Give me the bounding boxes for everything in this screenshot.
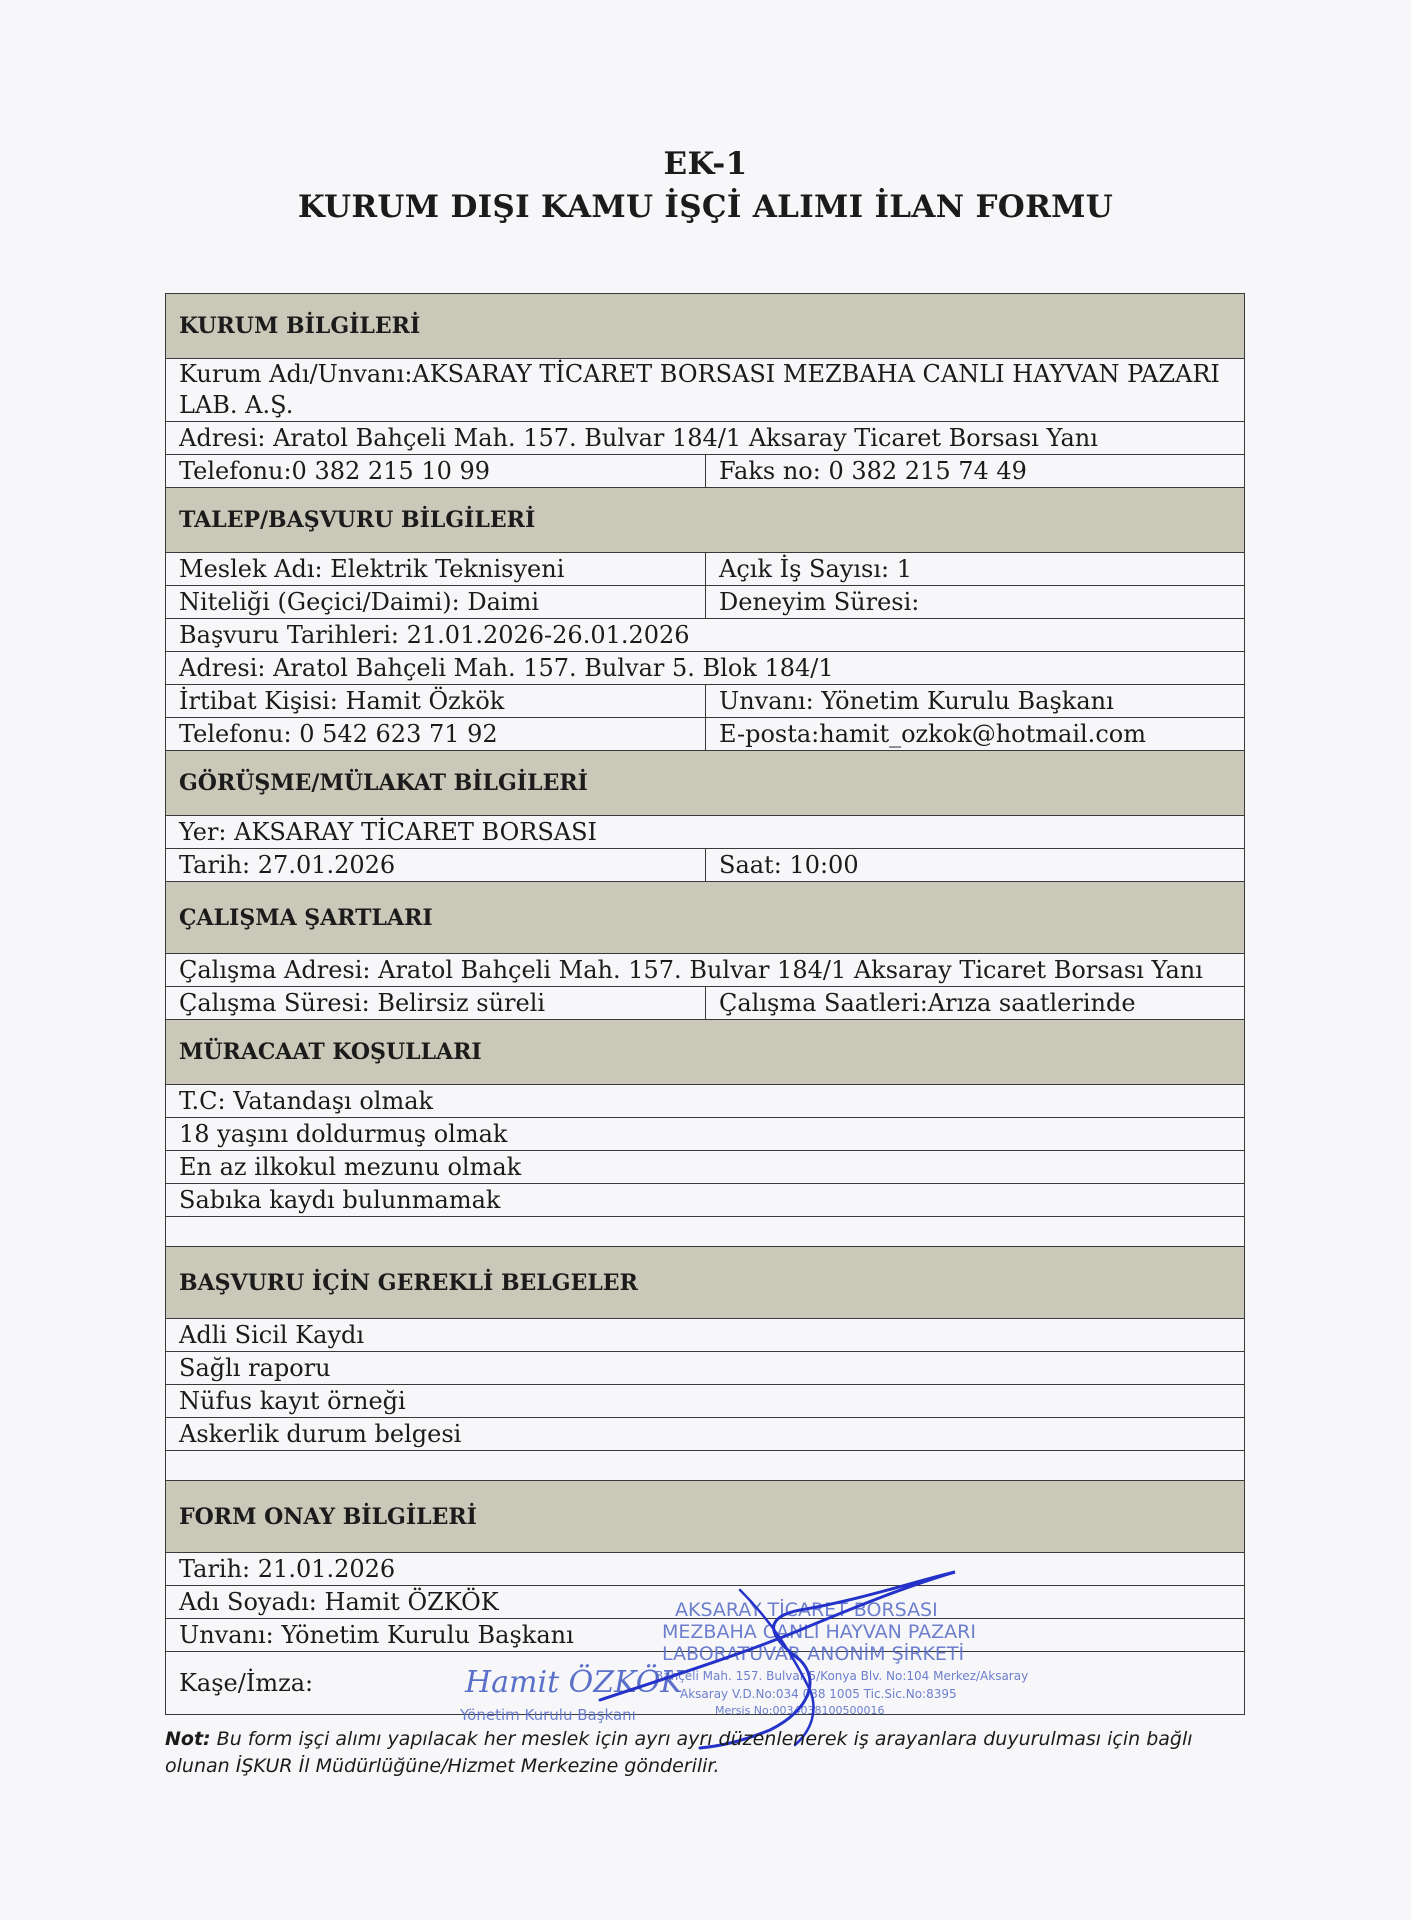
kurum-name-row — [166, 359, 1244, 422]
onay-row-3 — [166, 1619, 1244, 1652]
kurum-address: Adresi: Aratol Bahçeli Mah. 157. Bulvar 184/1 Aksaray Ticaret Borsası Yanı — [179, 424, 1098, 452]
calisma-address: Çalışma Adresi: Aratol Bahçeli Mah. 157. Bulvar 184/1 Aksaray Ticaret Borsası Yanı — [179, 956, 1203, 984]
belge-item-2: Sağlı raporu — [179, 1354, 331, 1382]
talep-address: Adresi: Aratol Bahçeli Mah. 157. Bulvar 5. Blok 184/1 — [179, 654, 834, 682]
muracaat-item — [166, 1085, 1244, 1118]
kurum-fax: Faks no: 0 382 215 74 49 — [719, 457, 1027, 485]
calisma-row-1 — [166, 954, 1244, 987]
calisma-duration: Çalışma Süresi: Belirsiz süreli — [166, 987, 706, 1019]
talep-experience: Deneyim Süresi: — [719, 588, 920, 616]
talep-profession: Meslek Adı: Elektrik Teknisyeni — [166, 553, 706, 585]
muracaat-item-3: En az ilkokul mezunu olmak — [179, 1153, 522, 1181]
belgeler-empty-row — [166, 1451, 1244, 1481]
onay-date: Tarih: 21.01.2026 — [179, 1555, 396, 1583]
talep-contact: İrtibat Kişisi: Hamit Özkök — [166, 685, 706, 717]
stamp-line-5: Aksaray V.D.No:034 038 1005 Tic.Sic.No:8395 — [680, 1687, 957, 1701]
talep-row-4 — [166, 652, 1244, 685]
talep-email: E-posta:hamit_ozkok@hotmail.com — [719, 720, 1146, 748]
footer-note — [165, 1726, 1245, 1780]
section-muracaat-heading: MÜRACAAT KOŞULLARI — [166, 1020, 1244, 1085]
section-talep-heading: TALEP/BAŞVURU BİLGİLERİ — [166, 488, 1244, 553]
belge-item — [166, 1352, 1244, 1385]
belge-item — [166, 1319, 1244, 1352]
stamp-line-2: MEZBAHA CANLI HAYVAN PAZARI — [662, 1621, 976, 1643]
gorusme-date: Tarih: 27.01.2026 — [166, 849, 706, 881]
gorusme-row-2 — [166, 849, 1244, 882]
talep-row-6 — [166, 718, 1244, 751]
muracaat-item-1: T.C: Vatandaşı olmak — [179, 1087, 434, 1115]
talep-dates: Başvuru Tarihleri: 21.01.2026-26.01.2026 — [179, 621, 690, 649]
muracaat-item-2: 18 yaşını doldurmuş olmak — [179, 1120, 508, 1148]
muracaat-item — [166, 1151, 1244, 1184]
belge-item — [166, 1385, 1244, 1418]
note-label: Not: — [165, 1728, 211, 1750]
section-belgeler-heading: BAŞVURU İÇİN GEREKLİ BELGELER — [166, 1247, 1244, 1319]
calisma-row-2 — [166, 987, 1244, 1020]
muracaat-empty-row — [166, 1217, 1244, 1247]
talep-nature: Niteliği (Geçici/Daimi): Daimi — [166, 586, 706, 618]
onay-stamp-label: Kaşe/İmza: — [179, 1669, 314, 1697]
talep-row-2 — [166, 586, 1244, 619]
gorusme-time: Saat: 10:00 — [719, 851, 859, 879]
gorusme-row-1 — [166, 816, 1244, 849]
stamp-line-6: Mersis No:0034038100500016 — [715, 1704, 885, 1717]
onay-title: Unvanı: Yönetim Kurulu Başkanı — [179, 1621, 574, 1649]
talep-row-1 — [166, 553, 1244, 586]
calisma-hours: Çalışma Saatleri:Arıza saatlerinde — [719, 989, 1136, 1017]
kurum-name: Kurum Adı/Unvanı:AKSARAY TİCARET BORSASI MEZBAHA CANLI HAYVAN PAZARI LAB. A.Ş. — [179, 360, 1220, 419]
onay-row-1 — [166, 1553, 1244, 1586]
announcement-form — [165, 293, 1245, 1715]
talep-contact-title: Unvanı: Yönetim Kurulu Başkanı — [719, 687, 1114, 715]
belge-item-1: Adli Sicil Kaydı — [179, 1321, 365, 1349]
stamp-line-1: AKSARAY TİCARET BORSASI — [675, 1599, 938, 1621]
talep-openings: Açık İş Sayısı: 1 — [719, 555, 913, 583]
muracaat-item — [166, 1118, 1244, 1151]
stamp-line-3: LABORATUVAR ANONİM ŞİRKETİ — [662, 1643, 965, 1665]
kurum-address-row — [166, 422, 1244, 455]
onay-row-4 — [166, 1652, 1244, 1714]
onay-name: Adı Soyadı: Hamit ÖZKÖK — [179, 1588, 499, 1616]
muracaat-item — [166, 1184, 1244, 1217]
kurum-contact-row — [166, 455, 1244, 488]
belge-item — [166, 1418, 1244, 1451]
onay-row-2 — [166, 1586, 1244, 1619]
section-kurum-heading: KURUM BİLGİLERİ — [166, 294, 1244, 359]
gorusme-place: Yer: AKSARAY TİCARET BORSASI — [179, 818, 598, 846]
section-onay-heading: FORM ONAY BİLGİLERİ — [166, 1481, 1244, 1553]
talep-row-5 — [166, 685, 1244, 718]
talep-phone: Telefonu: 0 542 623 71 92 — [166, 718, 706, 750]
talep-row-3 — [166, 619, 1244, 652]
signature-title: Yönetim Kurulu Başkanı — [460, 1706, 636, 1724]
stamp-line-4: Bahçeli Mah. 157. Bulvar 5/Konya Blv. No:104 Merkez/Aksaray — [655, 1669, 1029, 1683]
form-code: EK-1 — [663, 146, 748, 182]
section-calisma-heading: ÇALIŞMA ŞARTLARI — [166, 882, 1244, 954]
section-gorusme-heading: GÖRÜŞME/MÜLAKAT BİLGİLERİ — [166, 751, 1244, 816]
muracaat-item-4: Sabıka kaydı bulunmamak — [179, 1186, 501, 1214]
belge-item-3: Nüfus kayıt örneği — [179, 1387, 406, 1415]
note-text: Bu form işçi alımı yapılacak her meslek için ayrı ayrı düzenlenerek iş arayanlara duyurulması için bağlı olunan İŞKUR İl Müdürlüğüne/Hizmet Merkezine gönderilir. — [165, 1728, 1193, 1777]
form-title: KURUM DIŞI KAMU İŞÇİ ALIMI İLAN FORMU — [297, 189, 1114, 225]
signature-name: Hamit ÖZKÖK — [465, 1665, 683, 1700]
belge-item-4: Askerlik durum belgesi — [179, 1420, 462, 1448]
kurum-phone: Telefonu:0 382 215 10 99 — [166, 455, 706, 487]
